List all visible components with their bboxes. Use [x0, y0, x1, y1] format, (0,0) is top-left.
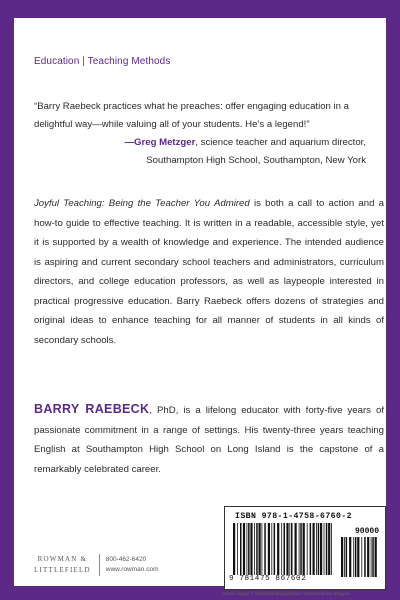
barcode-stripe	[307, 523, 308, 575]
barcode-stripe	[320, 523, 322, 575]
barcode-stripe	[262, 523, 263, 575]
category-label: Education | Teaching Methods	[34, 56, 171, 67]
barcode-stripe	[303, 523, 305, 575]
endorser-name: Greg Metzger	[134, 137, 196, 148]
barcode-stripe	[274, 523, 276, 575]
barcode-stripe	[268, 523, 270, 575]
barcode-stripe	[264, 523, 266, 575]
barcode-stripe	[299, 523, 300, 575]
isbn-label: ISBN 978-1-4758-6760-2	[235, 512, 352, 521]
barcode-stripe	[247, 523, 248, 575]
publisher-contact	[106, 555, 159, 575]
author-bio	[34, 400, 384, 479]
publisher-logo	[34, 554, 91, 576]
bio-text: , PhD, is a lifelong educator with forty-five years of passionate commitment in a range of settings. His twenty-three years teaching English at Southampton High School on Long Island is the capstone of a remarkably celebrated career.	[34, 405, 384, 475]
barcode-stripe	[300, 523, 302, 575]
barcode-stripe	[291, 523, 293, 575]
description-text: is both a call to action and a how-to guide to effective teaching. It is written in a readable, accessible style, yet it is supported by a wealth of knowledge and experience. The intended audience is aspiring and current secondary school teachers and administrators, curriculum directors, and college education professors, as well as laypeople interested in practical progressive education. Barry Raebeck offers dozens of strategies and original ideas to enhance teaching for all manner of students in all kinds of secondary schools.	[34, 198, 384, 346]
barcode-stripe	[326, 523, 328, 575]
endorser-title: , science teacher and aquarium director,	[195, 137, 366, 148]
barcode-stripe	[256, 523, 258, 575]
endorser-affiliation: Southampton High School, Southampton, New York	[146, 155, 366, 166]
barcode	[224, 506, 386, 590]
barcode-stripe	[357, 537, 359, 577]
barcode-stripe	[341, 537, 343, 577]
attribution-line-1	[46, 134, 366, 152]
barcode-stripe	[372, 537, 374, 577]
barcode-stripe	[346, 537, 348, 577]
publisher-phone: 800-462-6420	[105, 556, 147, 563]
barcode-stripe	[289, 523, 290, 575]
barcode-stripe	[344, 537, 345, 577]
barcode-stripe	[318, 523, 320, 575]
endorser-dash: —	[124, 137, 135, 148]
barcode-stripe	[233, 523, 235, 575]
barcode-stripe	[240, 523, 242, 575]
barcode-stripe	[281, 523, 282, 575]
barcode-stripe	[271, 523, 272, 575]
barcode-stripe	[248, 523, 250, 575]
barcode-stripe	[349, 537, 351, 577]
barcode-stripe	[310, 523, 312, 575]
barcode-stripe	[295, 523, 297, 575]
barcode-stripe	[353, 537, 354, 577]
book-description	[34, 194, 384, 350]
ean-barcode-bars	[233, 523, 333, 575]
barcode-stripe	[284, 523, 286, 575]
endorsement-attribution	[46, 134, 366, 170]
barcode-stripe	[355, 537, 357, 577]
author-name: BARRY RAEBECK	[34, 402, 150, 416]
price-code: 90000	[354, 527, 379, 536]
barcode-stripe	[375, 537, 377, 577]
barcode-stripe	[364, 537, 366, 577]
endorsement-quote: “Barry Raebeck practices what he preaches: offer engaging education in a delightful way—while valuing all of your students. He’s a legend!”	[34, 101, 350, 130]
cover-credit: Cover image © Dimitri68/DigitalVision Vectors/Getty Images	[222, 592, 350, 597]
ean-number: 9 781475 867602	[229, 575, 307, 583]
publisher-divider	[99, 554, 100, 576]
book-title: Joyful Teaching: Being the Teacher You Admired	[34, 198, 250, 209]
barcode-stripe	[277, 523, 279, 575]
barcode-stripe	[324, 523, 325, 575]
barcode-stripe	[254, 523, 255, 575]
barcode-stripe	[316, 523, 317, 575]
barcode-stripe	[286, 523, 288, 575]
barcode-stripe	[237, 523, 238, 575]
publisher-block	[34, 554, 158, 576]
barcode-stripe	[313, 523, 315, 575]
barcode-stripe	[328, 523, 330, 575]
barcode-stripe	[371, 537, 372, 577]
logo-line-2: LITTLEFIELD	[34, 566, 91, 574]
logo-line-1: ROWMAN &	[37, 555, 88, 563]
barcode-stripe	[243, 523, 245, 575]
barcode-stripe	[331, 523, 332, 575]
publisher-website: www.rowman.com	[105, 566, 159, 573]
barcode-stripe	[250, 523, 252, 575]
price-barcode-bars	[341, 537, 379, 577]
barcode-stripe	[367, 537, 369, 577]
barcode-stripe	[259, 523, 261, 575]
barcode-stripe	[361, 537, 362, 577]
